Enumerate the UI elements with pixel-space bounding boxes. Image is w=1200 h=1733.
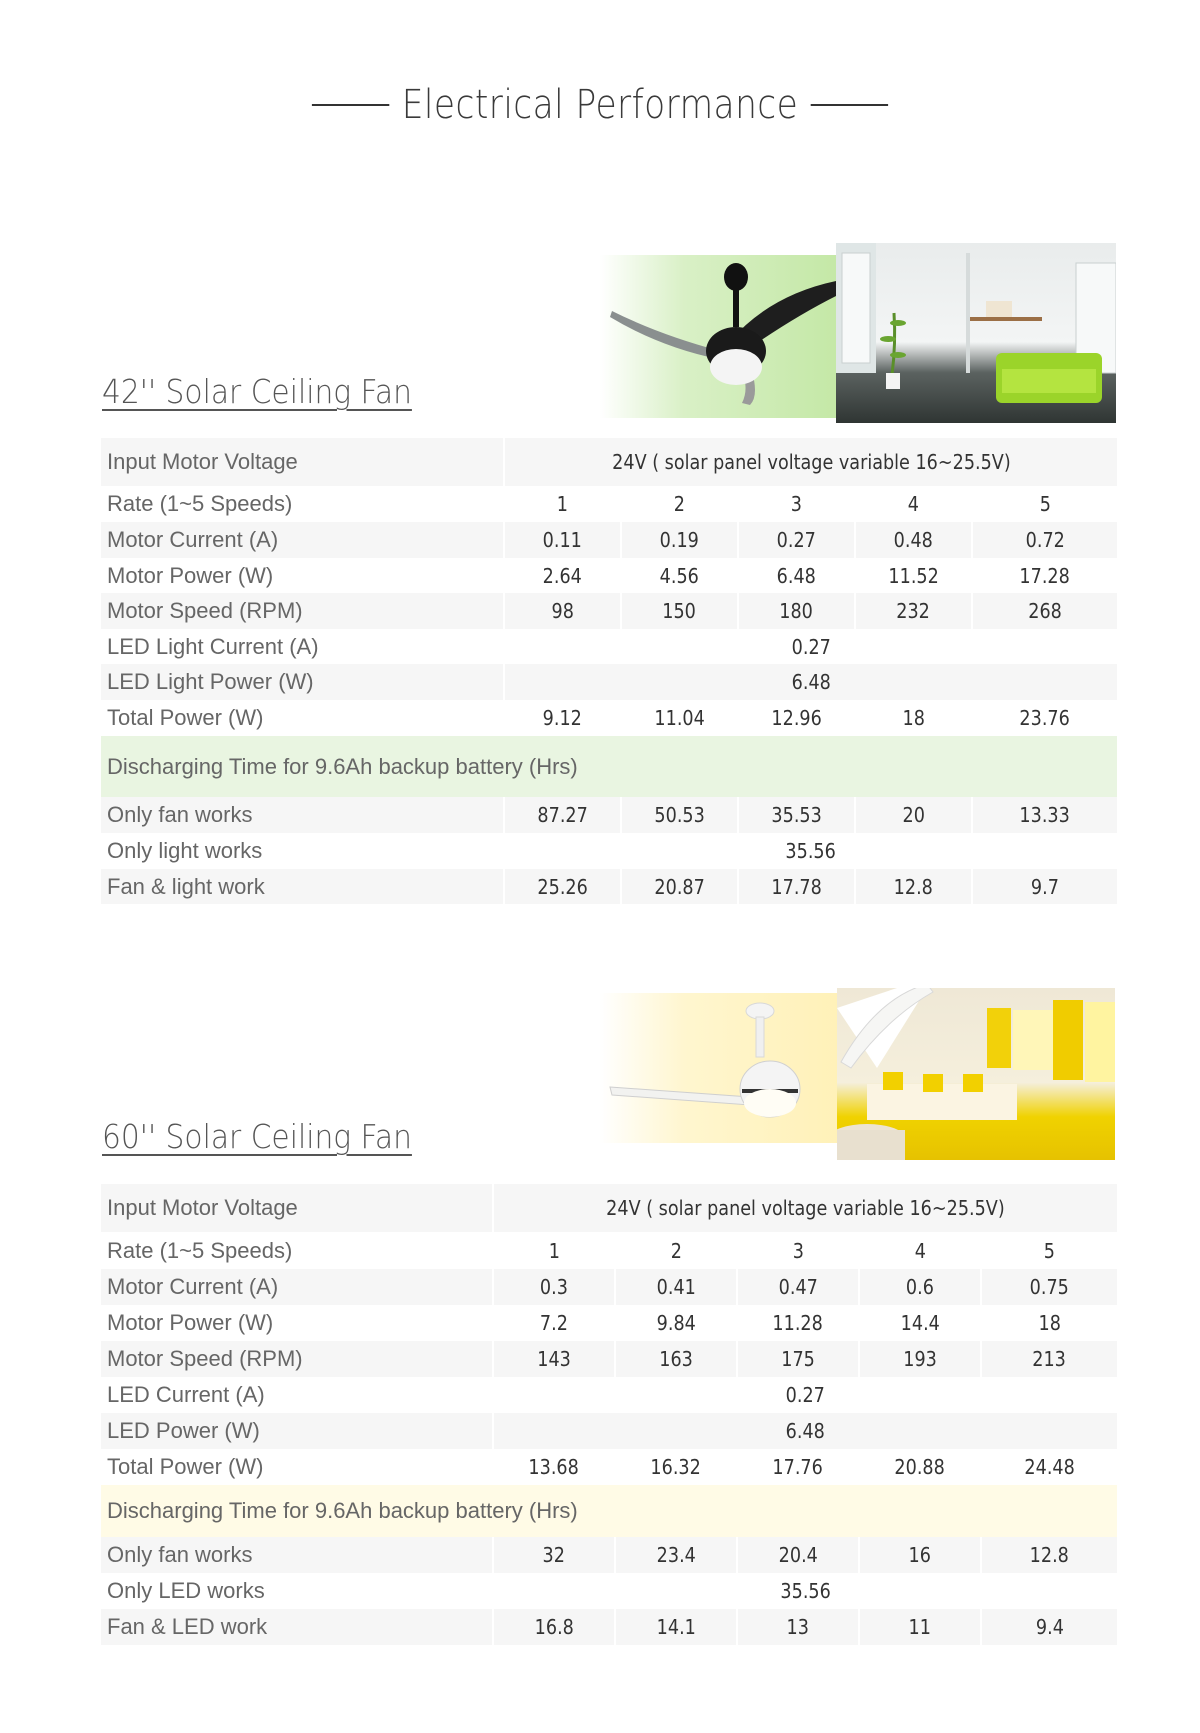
cell: 0.47 [738,1269,860,1305]
product-image-42 [600,255,840,418]
cell: 0.19 [622,522,739,558]
cell: 0.27 [494,1377,1117,1413]
room-photo-yellow [837,988,1115,1160]
cell: 23.76 [973,700,1117,736]
cell: 150 [622,593,739,629]
cell: 14.1 [616,1609,738,1645]
cell: 3 [739,486,856,522]
cell: 0.75 [982,1269,1117,1305]
row-label: LED Light Current (A) [101,629,505,664]
cell: 2.64 [505,558,622,593]
cell: 0.27 [739,522,856,558]
cell: 0.6 [860,1269,982,1305]
cell: 12.96 [739,700,856,736]
table-row-rate [101,486,1117,522]
page-title [84,82,1116,128]
cell: 11.04 [622,700,739,736]
row-label: Fan & light work [101,869,505,904]
row-label: Only light works [101,833,505,869]
row-label: Rate (1~5 Speeds) [101,1232,494,1269]
cell: 20.4 [738,1537,860,1573]
cell: 32 [494,1537,616,1573]
cell: 0.48 [856,522,973,558]
table-row-motor-current [101,522,1117,558]
green-sofa-room-icon [836,243,1116,423]
cell: 232 [856,593,973,629]
table-row-led-power [101,1413,1117,1449]
row-label: Rate (1~5 Speeds) [101,486,505,522]
cell: 268 [973,593,1117,629]
room-photo-green [836,243,1116,423]
table-row-rate [101,1232,1117,1269]
row-label: LED Light Power (W) [101,664,505,700]
row-label: Motor Power (W) [101,558,505,593]
cell: 6.48 [505,664,1117,700]
table-row-fan-and-light [101,869,1117,904]
row-label: Input Motor Voltage [101,438,505,486]
cell: 11.28 [738,1305,860,1341]
cell: 1 [505,486,622,522]
cell: 12.8 [982,1537,1117,1573]
cell: 20.87 [622,869,739,904]
table-row-led-power [101,664,1117,700]
black-fan-icon [600,255,840,418]
cell: 25.26 [505,869,622,904]
cell: 17.78 [739,869,856,904]
cell: 35.56 [494,1573,1117,1609]
table-row-only-fan [101,1537,1117,1573]
row-label: Input Motor Voltage [101,1184,494,1232]
row-label: Motor Current (A) [101,522,505,558]
row-label: Only fan works [101,1537,494,1573]
cell: 193 [860,1341,982,1377]
product-image-60 [600,993,840,1143]
cell: 9.12 [505,700,622,736]
cell: 9.4 [982,1609,1117,1645]
spec-table-42 [101,438,1117,904]
row-label: Total Power (W) [101,1449,494,1485]
table-row-input-voltage [101,1184,1117,1232]
cell: 98 [505,593,622,629]
title-rule-right [810,104,887,106]
white-fan-icon [600,993,840,1143]
cell: 20 [856,797,973,833]
table-row-total-power [101,1449,1117,1485]
row-label: Only fan works [101,797,505,833]
cell: 13.68 [494,1449,616,1485]
cell: 35.53 [739,797,856,833]
cell: 2 [616,1232,738,1269]
cell: 163 [616,1341,738,1377]
section-heading: 60'' Solar Ceiling Fan [102,1117,412,1156]
discharging-header: Discharging Time for 9.6Ah backup battery (Hrs) [101,736,1117,797]
cell: 23.4 [616,1537,738,1573]
table-row-discharging-header [101,1485,1117,1537]
table-row-led-current [101,1377,1117,1413]
input-voltage-value: 24V ( solar panel voltage variable 16~25.5V) [494,1184,1117,1232]
cell: 16.32 [616,1449,738,1485]
cell: 1 [494,1232,616,1269]
table-row-input-voltage [101,438,1117,486]
table-row-led-current [101,629,1117,664]
cell: 3 [738,1232,860,1269]
cell: 5 [973,486,1117,522]
cell: 5 [982,1232,1117,1269]
cell: 13.33 [973,797,1117,833]
cell: 6.48 [739,558,856,593]
cell: 6.48 [494,1413,1117,1449]
cell: 18 [856,700,973,736]
table-row-only-fan [101,797,1117,833]
row-label: Motor Speed (RPM) [101,593,505,629]
spec-table-60 [101,1184,1117,1645]
table-row-motor-power [101,1305,1117,1341]
cell: 0.3 [494,1269,616,1305]
row-label: LED Power (W) [101,1413,494,1449]
cell: 7.2 [494,1305,616,1341]
table-row-fan-and-light [101,1609,1117,1645]
row-label: Fan & LED work [101,1609,494,1645]
row-label: LED Current (A) [101,1377,494,1413]
cell: 11 [860,1609,982,1645]
cell: 0.11 [505,522,622,558]
table-row-only-light [101,1573,1117,1609]
table-row-discharging-header [101,736,1117,797]
row-label: Motor Current (A) [101,1269,494,1305]
cell: 35.56 [505,833,1117,869]
cell: 9.7 [973,869,1117,904]
cell: 14.4 [860,1305,982,1341]
cell: 24.48 [982,1449,1117,1485]
cell: 4 [860,1232,982,1269]
cell: 20.88 [860,1449,982,1485]
title-rule-left [312,104,389,106]
row-label: Total Power (W) [101,700,505,736]
table-row-motor-current [101,1269,1117,1305]
cell: 175 [738,1341,860,1377]
cell: 9.84 [616,1305,738,1341]
cell: 11.52 [856,558,973,593]
cell: 87.27 [505,797,622,833]
cell: 16.8 [494,1609,616,1645]
row-label: Motor Power (W) [101,1305,494,1341]
cell: 13 [738,1609,860,1645]
cell: 18 [982,1305,1117,1341]
cell: 50.53 [622,797,739,833]
table-row-motor-speed [101,1341,1117,1377]
cell: 12.8 [856,869,973,904]
table-row-total-power [101,700,1117,736]
table-row-only-light [101,833,1117,869]
cell: 0.72 [973,522,1117,558]
page-title-text: Electrical Performance [401,82,799,128]
input-voltage-value: 24V ( solar panel voltage variable 16~25.5V) [505,438,1117,486]
cell: 17.76 [738,1449,860,1485]
row-label: Only LED works [101,1573,494,1609]
cell: 2 [622,486,739,522]
cell: 4 [856,486,973,522]
cell: 143 [494,1341,616,1377]
cell: 4.56 [622,558,739,593]
cell: 180 [739,593,856,629]
yellow-living-room-icon [837,988,1115,1160]
discharging-header: Discharging Time for 9.6Ah backup battery (Hrs) [101,1485,1117,1537]
table-row-motor-speed [101,593,1117,629]
cell: 17.28 [973,558,1117,593]
cell: 16 [860,1537,982,1573]
cell: 213 [982,1341,1117,1377]
section-heading: 42'' Solar Ceiling Fan [102,372,412,411]
cell: 0.41 [616,1269,738,1305]
table-row-motor-power [101,558,1117,593]
row-label: Motor Speed (RPM) [101,1341,494,1377]
cell: 0.27 [505,629,1117,664]
